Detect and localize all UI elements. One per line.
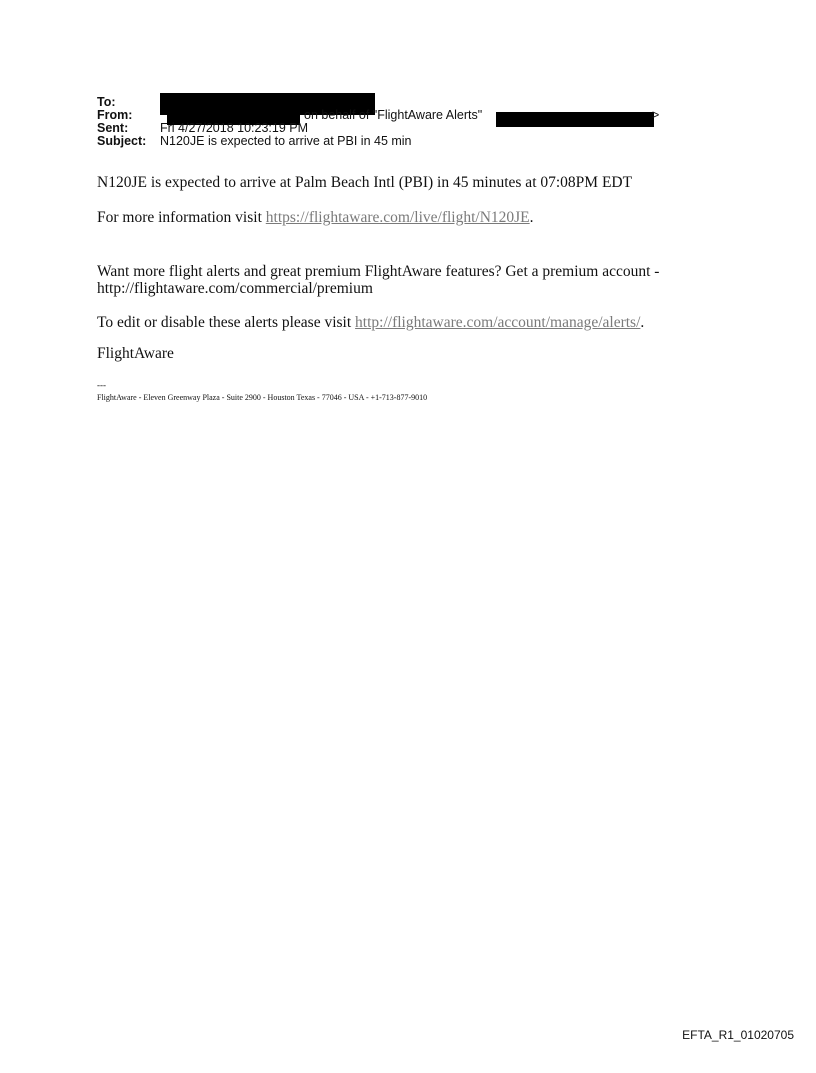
subject-row [97,135,737,148]
to-label: To: [97,95,116,109]
email-header [97,96,737,148]
document-id: EFTA_R1_01020705 [682,1028,794,1042]
flight-link[interactable]: https://flightaware.com/live/flight/N120JE [265,209,530,226]
from-label: From: [97,108,133,122]
edit-paragraph [97,314,644,331]
from-tail: > [652,108,660,122]
sent-label: Sent: [97,121,129,135]
footer-separator: --- [97,380,106,390]
info-prefix: For more information visit [97,209,266,226]
info-paragraph [97,209,534,226]
premium-line-1: Want more flight alerts and great premium FlightAware features? Get a premium account - [97,263,660,280]
subject-value: N120JE is expected to arrive at PBI in 45 min [160,134,412,148]
sent-value: Fri 4/27/2018 10:23:19 PM [160,121,309,135]
edit-suffix: . [640,314,645,331]
manage-alerts-link[interactable]: http://flightaware.com/account/manage/alerts/ [355,314,641,331]
premium-paragraph [97,263,659,297]
footer-address: FlightAware - Eleven Greenway Plaza - Suite 2900 - Houston Texas - 77046 - USA - +1-713-877-9010 [97,393,428,402]
from-value: on behalf of "FlightAware Alerts" [304,108,483,122]
premium-line-2: http://flightaware.com/commercial/premium [97,280,373,297]
subject-label: Subject: [97,134,147,148]
edit-prefix: To edit or disable these alerts please visit [97,314,356,331]
signature: FlightAware [97,345,174,362]
info-suffix: . [529,209,534,226]
arrival-paragraph: N120JE is expected to arrive at Palm Beach Intl (PBI) in 45 minutes at 07:08PM EDT [97,174,633,191]
